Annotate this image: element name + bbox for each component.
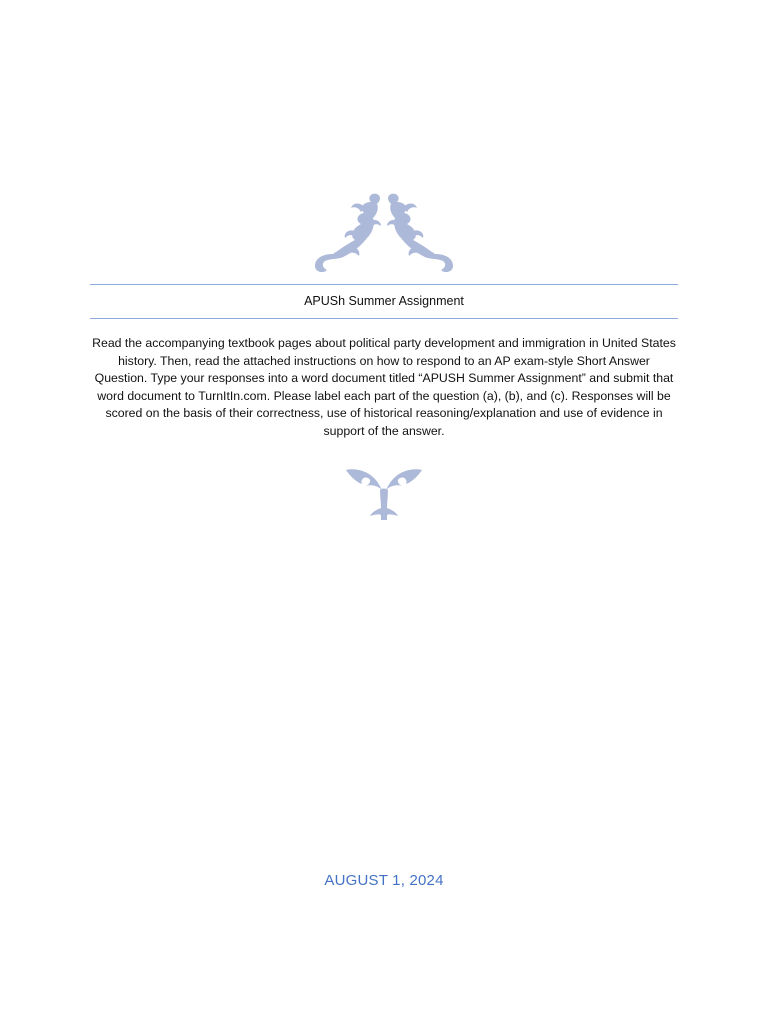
assignment-instructions: Read the accompanying textbook pages about political party development and immigration in United States history. Then, read the attached instructions on how to respond to an AP exam-style Short Answer Question. Type your responses into a word document titled “APUSH Summer Assignment” and submit that word document to TurnItIn.com. Please label each part of the question (a), (b), and (c). Responses will be scored on the basis of their correctness, use of historical reasoning/explanation and use of evidence in support of the answer.	[92, 336, 676, 438]
title-top-rule	[90, 284, 678, 285]
floral-flourish-icon	[309, 188, 459, 274]
document-date: AUGUST 1, 2024	[324, 872, 444, 889]
document-title: APUSh Summer Assignment	[304, 294, 464, 308]
title-bottom-rule	[90, 318, 678, 319]
sprout-flourish-icon	[344, 464, 424, 522]
